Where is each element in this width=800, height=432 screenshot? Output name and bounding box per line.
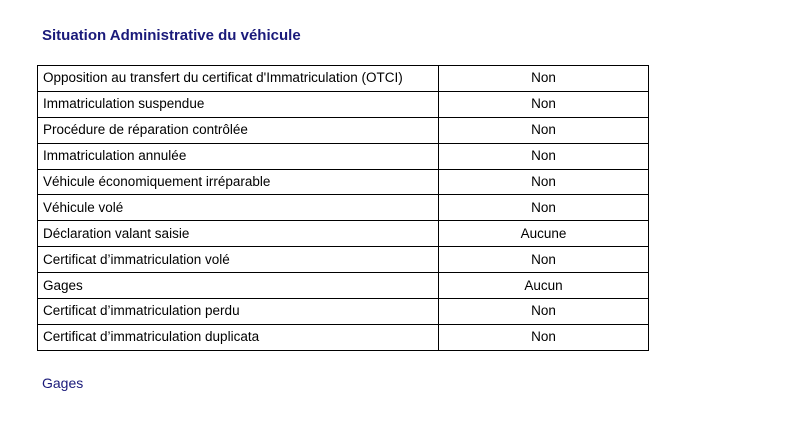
row-label: Opposition au transfert du certificat d'Immatriculation (OTCI) (38, 66, 439, 92)
row-label: Immatriculation annulée (38, 143, 439, 169)
table-row (38, 169, 649, 195)
row-label: Véhicule volé (38, 195, 439, 221)
table-row (38, 143, 649, 169)
row-value: Non (439, 324, 649, 350)
row-label: Immatriculation suspendue (38, 91, 439, 117)
row-label: Gages (38, 273, 439, 299)
row-label: Certificat d’immatriculation duplicata (38, 324, 439, 350)
table-row (38, 66, 649, 92)
table-row (38, 299, 649, 325)
row-value: Aucune (439, 221, 649, 247)
table-row (38, 324, 649, 350)
table-row (38, 117, 649, 143)
table-row (38, 273, 649, 299)
section-title: Situation Administrative du véhicule (42, 27, 301, 44)
row-value: Non (439, 117, 649, 143)
row-label: Véhicule économiquement irréparable (38, 169, 439, 195)
row-value: Non (439, 299, 649, 325)
table-row (38, 247, 649, 273)
table-row (38, 221, 649, 247)
table-row (38, 91, 649, 117)
row-value: Non (439, 66, 649, 92)
row-value: Non (439, 143, 649, 169)
row-value: Aucun (439, 273, 649, 299)
row-label: Certificat d’immatriculation volé (38, 247, 439, 273)
row-value: Non (439, 169, 649, 195)
vehicle-status-table (37, 65, 649, 351)
table-row (38, 195, 649, 221)
row-value: Non (439, 247, 649, 273)
row-label: Procédure de réparation contrôlée (38, 117, 439, 143)
gages-section-link[interactable]: Gages (42, 375, 84, 391)
row-value: Non (439, 195, 649, 221)
row-value: Non (439, 91, 649, 117)
row-label: Certificat d’immatriculation perdu (38, 299, 439, 325)
row-label: Déclaration valant saisie (38, 221, 439, 247)
